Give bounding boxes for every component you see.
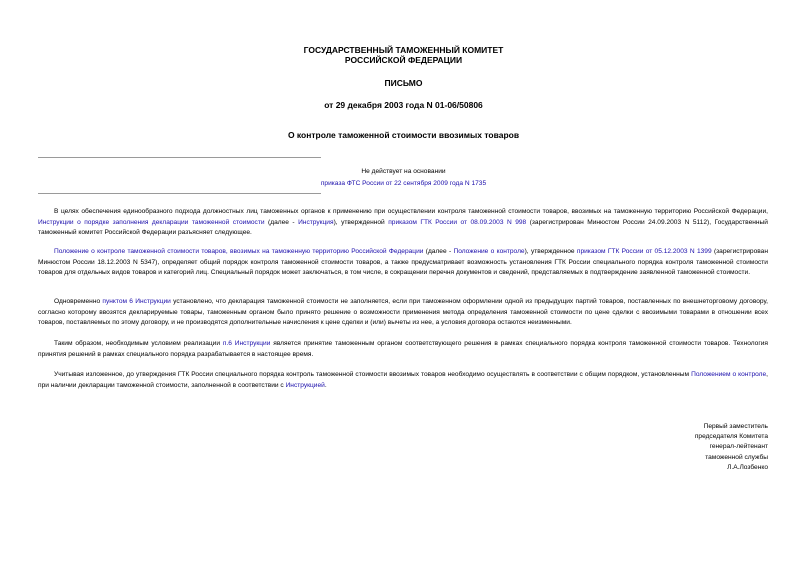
p2-text-3: (зарегистрирован Минюстом России 18.12.2003 N 5347), определяет общий порядок контроля таможенной стоимости товаров, а также предусматривает возможность установления ГТК России специального порядка контроля таможенной стоимости товаров для отдельных видов товаров и категорий лиц. Специальный порядок может заключаться, в том числе, в сокращении перечня документов и сведений, представляемых в подтверждение заявленной таможенной стоимости.: [38, 248, 768, 276]
order-998-link[interactable]: приказом ГТК России от 08.09.2003 N 998: [388, 218, 527, 226]
regulation-ref-link[interactable]: Положением о контроле: [691, 371, 767, 378]
p3-text-2: установлено, что декларация таможенной стоимости не заполняется, если при таможенном оформлении одной из предыдущих партий товаров, поставленных по внешнеторговому договору, согласно которому ввозятся декларируемые товары, таможенным органом было принято решение о возможности применения метода определения таможенной стоимости по цене сделки с ввозимыми товарами в отношении всех товаров, поставляемых по этому договору, и не производятся дополнительные начисления к цене сделки и (или) вычеты из нее, а условия договора остаются неизменными.: [38, 298, 768, 326]
p4-text-2: является принятие таможенным органом соответствующего решения в рамках специального порядка контроля таможенной стоимости товаров. Технология принятия решений в рамках специального порядка разрабатывается в настоящее время.: [38, 340, 768, 358]
regulation-link[interactable]: Положение о контроле таможенной стоимости товаров, ввозимых на таможенную территорию Российской Федерации: [54, 248, 424, 255]
divider-top: [38, 157, 321, 158]
p4-text-1: Таким образом, необходимым условием реализации: [54, 340, 223, 347]
signature-line-4: таможенной службы: [705, 453, 768, 461]
p5-text-3: .: [324, 381, 327, 389]
p2-text-1: (далее -: [423, 248, 454, 255]
divider-bottom: [38, 193, 321, 194]
instruction-ref-link[interactable]: Инструкцией: [285, 381, 325, 389]
doc-type: ПИСЬМО: [384, 78, 423, 88]
p5-text-1: Учитывая изложенное, до утверждения ГТК России специального порядка контроль таможенной стоимости ввозимых товаров необходимо осуществлять в соответствии с общим порядком, установленным: [54, 371, 692, 378]
doc-date-number: от 29 декабря 2003 года N 01-06/50806: [324, 100, 483, 110]
regulation-short-link[interactable]: Положение о контроле: [453, 248, 525, 255]
signature-block: [568, 422, 768, 473]
p5-text-2: , при наличии декларации таможенной стоимости, заполненной в соответствии с: [38, 371, 768, 389]
doc-title: О контроле таможенной стоимости ввозимых товаров: [287, 130, 520, 140]
signature-line-3: генерал-лейтенант: [709, 443, 768, 451]
instruction-link[interactable]: Инструкции о порядке заполнения декларации таможенной стоимости: [38, 218, 265, 226]
paragraph-4: [38, 339, 768, 360]
signature-line-2: председателя Комитета: [694, 433, 768, 441]
paragraph-5: [38, 370, 768, 391]
org-name-line1: ГОСУДАРСТВЕННЫЙ ТАМОЖЕННЫЙ КОМИТЕТ: [303, 45, 504, 55]
p1-text-1: В целях обеспечения единообразного подхода должностных лиц таможенных органов к применению при осуществлении контроля таможенной стоимости товаров, ввозимых на таможенную территорию Российской Федерации,: [54, 208, 768, 215]
status-text: Не действует на основании: [361, 168, 446, 175]
clause-6-link[interactable]: пунктом 6 Инструкции: [102, 298, 171, 305]
signature-line-1: Первый заместитель: [703, 423, 768, 430]
org-name-line2: РОССИЙСКОЙ ФЕДЕРАЦИИ: [344, 55, 463, 65]
paragraph-2: [38, 247, 768, 279]
p1-text-2: (далее -: [264, 218, 299, 226]
status-order-link[interactable]: приказа ФТС России от 22 сентября 2009 года N 1735: [320, 180, 487, 187]
paragraph-3: [38, 297, 768, 329]
paragraph-1: [38, 207, 768, 239]
signature-name: Л.А.Лозбенко: [727, 463, 768, 471]
order-1399-link[interactable]: приказом ГТК России от 05.12.2003 N 1399: [576, 248, 712, 255]
clause-6-short-link[interactable]: п.6 Инструкции: [222, 340, 271, 347]
p2-text-2: ), утвержденное: [524, 248, 577, 255]
p1-text-4: (зарегистрирован Минюстом России 24.09.2003 N 5112), Государственный таможенный комитет Российской Федерации разъясняет следующее.: [38, 218, 768, 236]
p3-text-1: Одновременно: [54, 298, 103, 305]
p1-text-3: ), утвержденной: [333, 218, 389, 226]
instruction-short-link[interactable]: Инструкция: [298, 218, 334, 226]
